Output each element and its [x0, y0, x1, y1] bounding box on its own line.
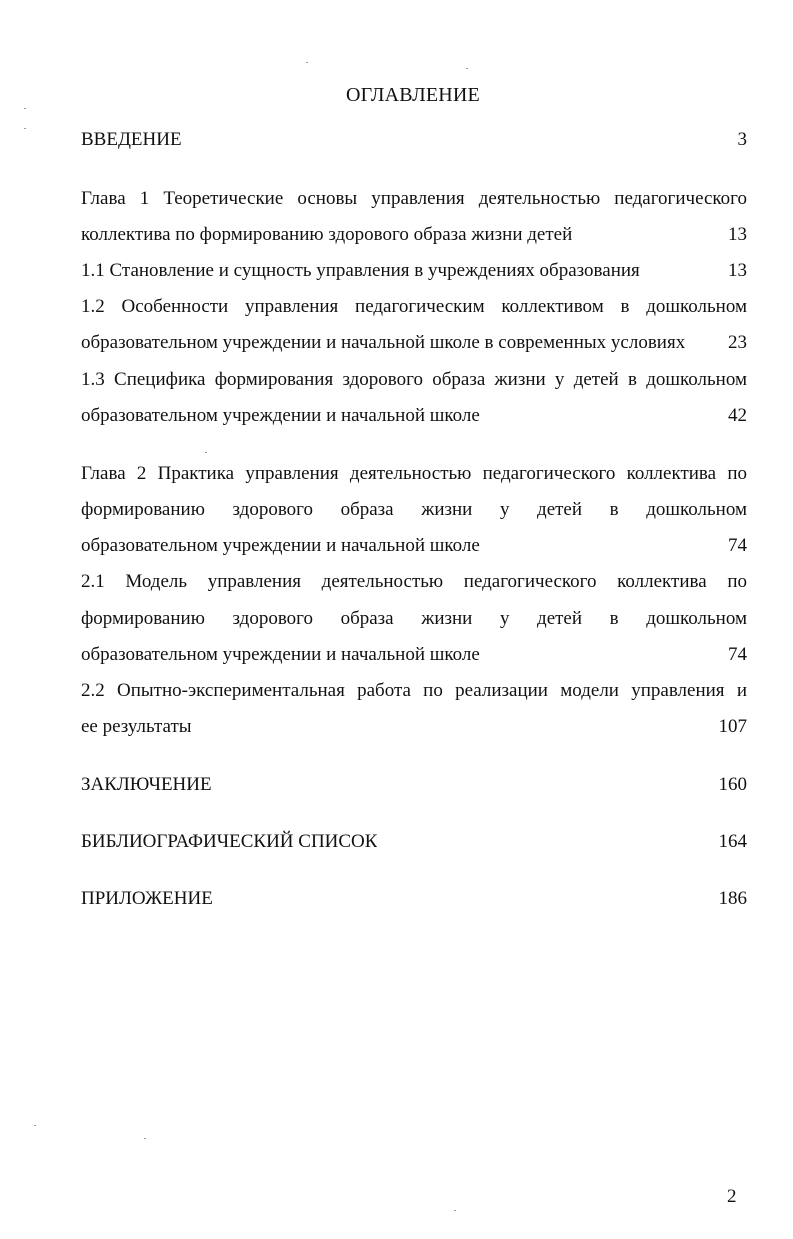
- toc-section-2-2-line1: 2.2 Опытно-экспериментальная работа по реализации модели управления и: [81, 680, 747, 701]
- toc-entry-label: образовательном учреждении и начальной школе: [81, 535, 480, 556]
- toc-entry-bibliography: [81, 830, 747, 854]
- page-number: 2: [727, 1186, 737, 1207]
- scan-speck: [454, 1210, 456, 1211]
- scan-speck: [144, 1138, 146, 1139]
- toc-entry-page: 107: [718, 716, 747, 737]
- toc-entry-conclusion: [81, 773, 747, 797]
- toc-chapter1-line2: [81, 223, 747, 247]
- toc-entry-page: 186: [718, 888, 747, 909]
- toc-chapter2-line1: Глава 2 Практика управления деятельностью педагогического коллектива по: [81, 463, 747, 484]
- toc-section-1-1: [81, 259, 747, 283]
- toc-section-1-2-line2: [81, 331, 747, 355]
- toc-entry-label: 1.1 Становление и сущность управления в учреждениях образования: [81, 260, 640, 281]
- scan-speck: [306, 62, 308, 63]
- toc-entry-page: 160: [718, 774, 747, 795]
- toc-entry-page: 13: [728, 260, 747, 281]
- toc-entry-label: образовательном учреждении и начальной школе: [81, 644, 480, 665]
- toc-entry-page: 23: [728, 332, 747, 353]
- toc-section-2-1-line1: 2.1 Модель управления деятельностью педагогического коллектива по: [81, 571, 747, 592]
- toc-title: ОГЛАВЛЕНИЕ: [346, 84, 480, 106]
- toc-entry-label: образовательном учреждении и начальной школе в современных условиях: [81, 332, 686, 353]
- toc-section-2-1-line3: [81, 643, 747, 667]
- toc-entry-label: ЗАКЛЮЧЕНИЕ: [81, 774, 212, 795]
- scan-speck: [24, 108, 26, 109]
- toc-entry-label: образовательном учреждении и начальной школе: [81, 405, 480, 426]
- toc-entry-page: 3: [737, 129, 747, 150]
- scan-speck: [34, 1125, 36, 1126]
- toc-chapter2-line2: формированию здорового образа жизни у детей в дошкольном: [81, 499, 747, 520]
- toc-entry-label: ВВЕДЕНИЕ: [81, 129, 182, 150]
- toc-entry-page: 74: [728, 535, 747, 556]
- toc-section-2-1-line2: формированию здорового образа жизни у детей в дошкольном: [81, 608, 747, 629]
- scan-speck: [24, 128, 26, 129]
- toc-chapter2-line3: [81, 534, 747, 558]
- toc-entry-page: 13: [728, 224, 747, 245]
- toc-entry-appendix: [81, 887, 747, 911]
- scan-speck: [205, 452, 207, 453]
- toc-section-2-2-line2: [81, 715, 747, 739]
- toc-entry-label: коллектива по формированию здорового образа жизни детей: [81, 224, 573, 245]
- toc-entry-page: 164: [718, 831, 747, 852]
- toc-section-1-2-line1: 1.2 Особенности управления педагогическим коллективом в дошкольном: [81, 296, 747, 317]
- toc-entry-intro: [81, 128, 747, 152]
- toc-chapter1-line1: Глава 1 Теоретические основы управления деятельностью педагогического: [81, 188, 747, 209]
- toc-entry-label: ПРИЛОЖЕНИЕ: [81, 888, 213, 909]
- toc-entry-label: ее результаты: [81, 716, 192, 737]
- toc-entry-label: БИБЛИОГРАФИЧЕСКИЙ СПИСОК: [81, 831, 378, 852]
- scan-speck: [466, 68, 468, 69]
- toc-entry-page: 42: [728, 405, 747, 426]
- toc-section-1-3-line1: 1.3 Специфика формирования здорового образа жизни у детей в дошкольном: [81, 369, 747, 390]
- toc-entry-page: 74: [728, 644, 747, 665]
- toc-section-1-3-line2: [81, 404, 747, 428]
